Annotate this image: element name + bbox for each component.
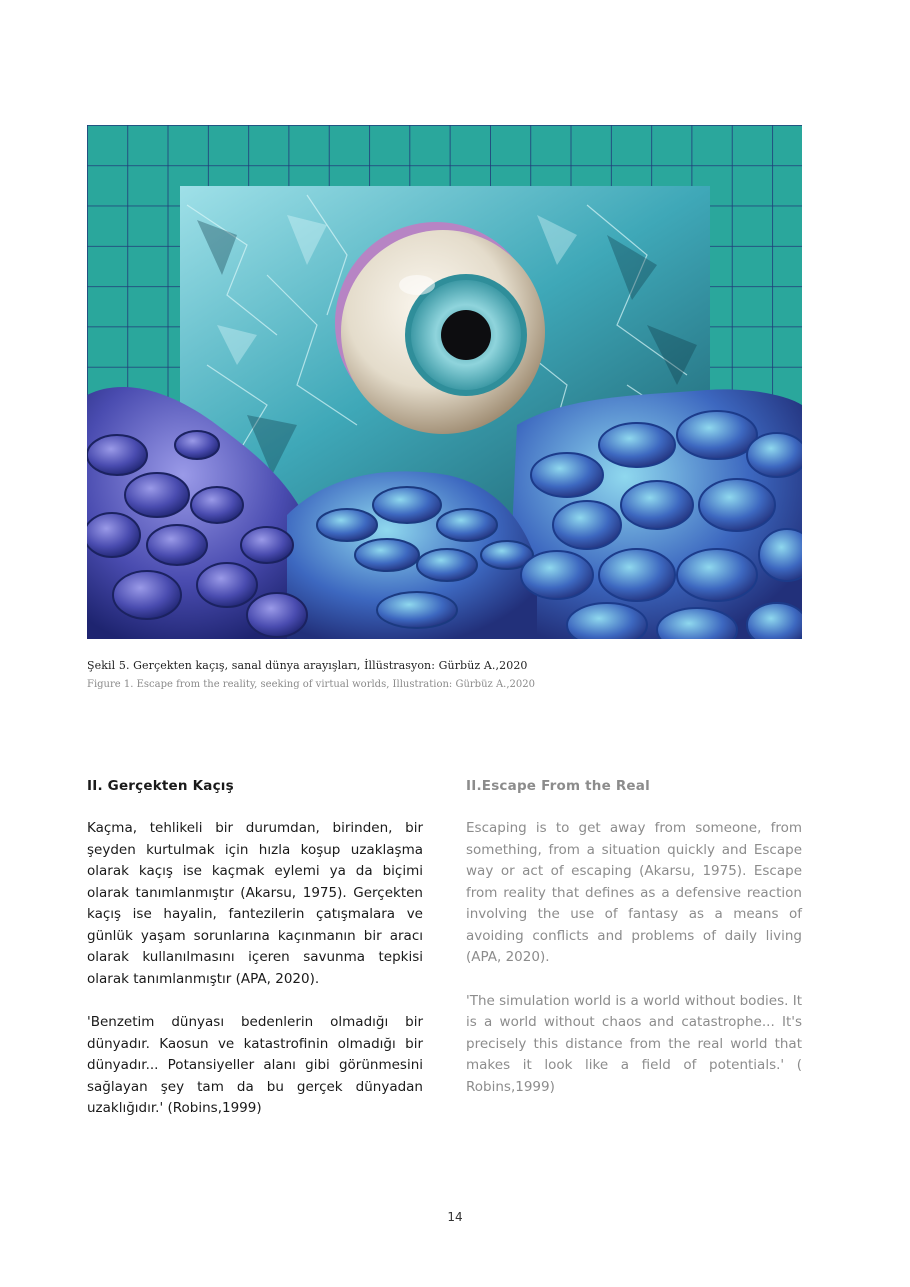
figure-caption-turkish: Şekil 5. Gerçekten kaçış, sanal dünya arayışları, İllüstrasyon: Gürbüz A.,2020 bbox=[87, 659, 528, 672]
paragraph-turkish-1: Kaçma, tehlikeli bir durumdan, birinden, bir şeyden kurtulmak için hızla koşup uzaklaşma olarak kaçış ise kaçmak eylemi ya da biçimi olarak tanımlanmıştır (Akarsu, 1975). Gerçekten kaçış ise hayalin, fantezilerin çatışmalara ve günlük yaşam sorunlarına kaçınmanın bir aracı olarak kullanılmasını içeren savunma tepkisi olarak tanımlanmıştır (APA, 2020). bbox=[87, 820, 423, 987]
paragraph-english-2: 'The simulation world is a world without bodies. It is a world without chaos and catastrophe... It's precisely this distance from the real world that makes it look like a field of potentials.' ( Robins,1999) bbox=[466, 992, 802, 1095]
section-heading-english: II.Escape From the Real bbox=[466, 778, 650, 794]
eye-collage-illustration bbox=[87, 125, 802, 639]
figure-caption-english: Figure 1. Escape from the reality, seeking of virtual worlds, Illustration: Gürbüz A.,2020 bbox=[87, 679, 535, 690]
left-column-turkish bbox=[87, 778, 423, 1142]
right-column-english bbox=[466, 778, 802, 1120]
page-number: 14 bbox=[447, 1210, 463, 1224]
section-heading-turkish: II. Gerçekten Kaçış bbox=[87, 778, 234, 794]
paragraph-turkish-2: 'Benzetim dünyası bedenlerin olmadığı bir dünyadır. Kaosun ve katastrofinin olmadığı bir dünyadır... Potansiyeller alanı gibi görünmesini sağlayan şey tam da bu gerçek dünyadan uzaklığıdır.' (Robins,1999) bbox=[87, 1014, 423, 1116]
paragraph-english-1: Escaping is to get away from someone, from something, from a situation quickly and Escape way or act of escaping (Akarsu, 1975). Escape from reality that defines as a defensive reaction involving the use of fantasy as a means of avoiding conflicts and problems of daily living (APA, 2020). bbox=[466, 820, 802, 965]
